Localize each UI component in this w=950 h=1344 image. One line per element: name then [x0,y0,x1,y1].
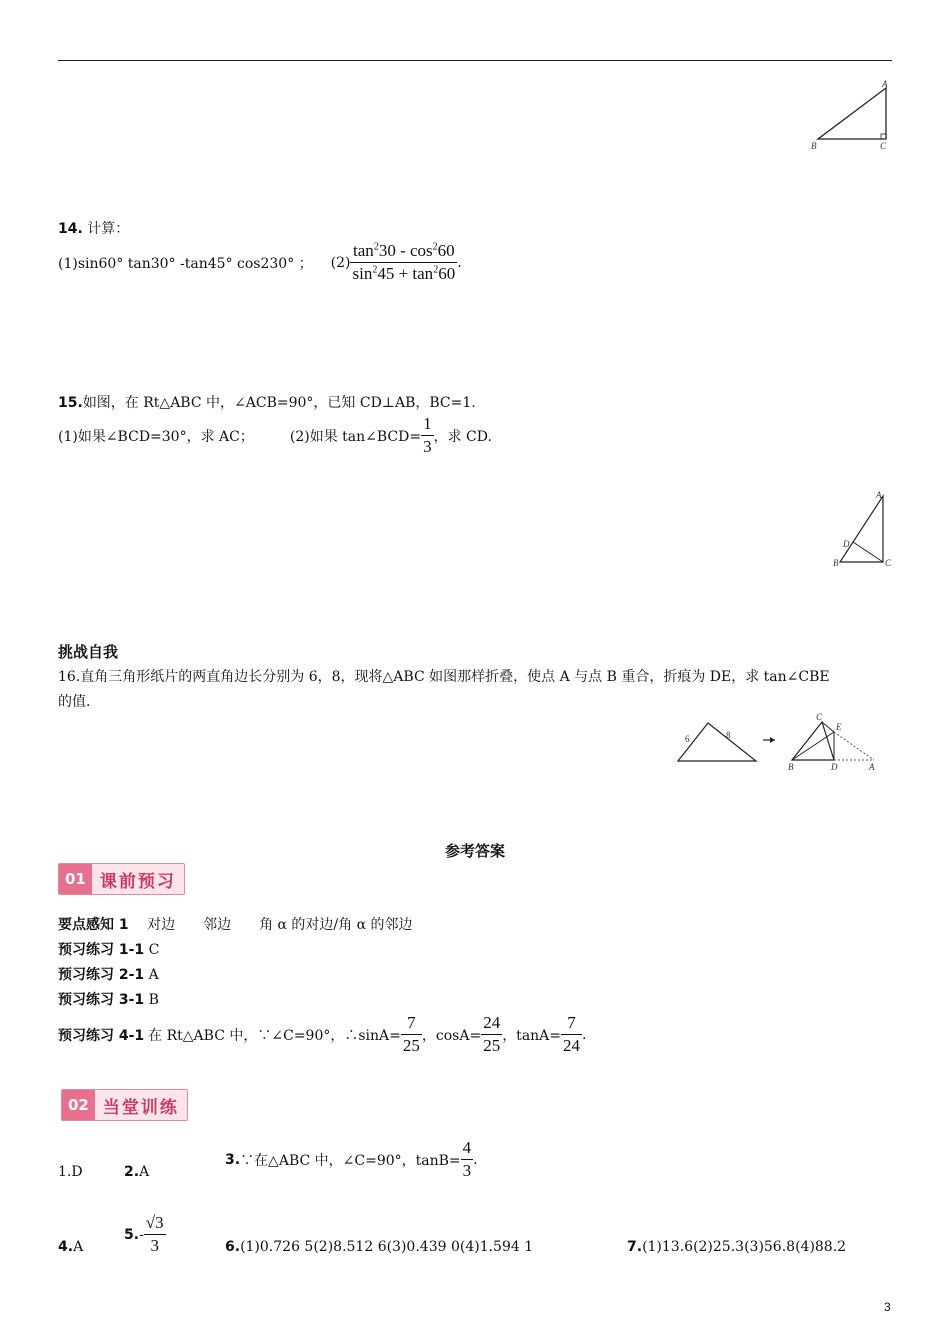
practice-2-label: 预习练习 2-1 [58,967,145,983]
badge-text-2: 当堂训练 [102,1097,179,1118]
label-c-2: C [885,558,892,568]
q14-parts [58,241,462,284]
answer-2: 2.A [124,1164,150,1180]
practice-1-answer: C [148,942,160,958]
sqrt3-fraction: $\frac{√3}{3}$ [145,1213,164,1255]
q15-text: 如图，在 Rt△ABC 中，∠ACB=90°，已知 CD⊥AB，BC=1. [82,395,476,411]
challenge-heading: 挑战自我 [58,643,119,661]
q15-number: 15. [58,395,83,411]
folded-triangle [792,722,834,760]
practice-2-answer: A [148,967,159,983]
q14-denominator: $\sin^245 + \tan^260$ [352,264,456,283]
segment-cd [853,542,883,562]
practice-4-line [58,1013,586,1056]
label-b: B [811,141,817,151]
answer-6: 6.(1)0.726 5(2)8.512 6(3)0.439 0(4)1.594 1 [225,1239,534,1255]
q15-heading [58,392,476,412]
key-points-line [58,914,413,934]
q15-fraction [421,414,434,457]
q16-line2: 的值. [58,694,91,710]
segment-be [792,732,834,760]
answer-3: 3. ∵在△ABC 中，∠C=90°，tanB= $\frac{4}{3}$ . [225,1138,478,1180]
q14-fraction [350,241,457,284]
q16-line1: 16.直角三角形纸片的两直角边长分别为 6，8，现将△ABC 如图那样折叠，使点 A 与点 B 重合，折痕为 DE，求 tan∠CBE [58,669,830,685]
tan-fraction: $\frac{7}{24}$ [563,1013,581,1055]
cos-fraction: $\frac{24}{25}$ [483,1013,501,1055]
answer-1: 1.D [58,1164,83,1180]
answers-title: 参考答案 [444,842,505,860]
badge-number-2: 02 [62,1090,95,1120]
label-a-2: A [876,490,882,500]
key-points-label: 要点感知 1 [58,917,129,933]
q15-numerator: 1 [421,414,434,436]
q14-part2-suffix: . [457,254,462,271]
practice-2-line [58,964,159,984]
practice-4-end: . [582,1026,587,1043]
practice-3-answer: B [148,992,159,1008]
practice-4-text: 在 Rt△ABC 中，∵∠C=90°，∴sinA= [148,1027,401,1044]
original-triangle [678,723,756,761]
label-a: A [882,79,888,89]
q14-part2-prefix: (2) [330,254,351,271]
practice-1-line [58,939,159,959]
answer-4: 4.A [58,1239,84,1255]
q15-part1: (1)如果∠BCD=30°，求 AC； [58,428,254,445]
practice-3-line [58,989,159,1009]
label-b-3: B [788,762,794,772]
triangle-abc-2 [840,496,883,562]
label-c-3: C [816,712,823,722]
triangle-abc [818,88,886,139]
label-d-3: D [831,762,838,772]
practice-1-label: 预习练习 1-1 [58,942,145,958]
label-a-3: A [869,762,875,772]
page-number: 3 [884,1300,891,1314]
practice-4-label: 预习练习 4-1 [58,1027,145,1044]
label-c: C [880,141,887,151]
badge-number: 01 [59,864,92,894]
badge-text: 课前预习 [99,871,176,892]
q15-part2-prefix: (2)如果 tan∠BCD= [289,428,422,445]
arrow-head-icon [770,737,775,743]
answer-5: 5. - $\frac{√3}{3}$ [124,1213,164,1255]
cos-label: ，cosA= [421,1027,482,1044]
dashed-ea [834,732,874,760]
side-8-label: 8 [726,730,731,740]
right-angle-mark [881,134,886,139]
header-rule [58,60,892,61]
triangle-figure-2 [828,490,898,570]
key-points-text: 对边 邻边 角 α 的对边/角 α 的邻边 [147,917,413,933]
folding-figure [670,708,890,778]
q14-title: 计算： [87,221,130,237]
side-6-label: 6 [685,734,690,744]
practice-3-label: 预习练习 3-1 [58,992,145,1008]
section-badge-training [61,1089,188,1121]
label-b-2: B [833,558,839,568]
section-badge-preview [58,863,185,895]
sin-fraction: $\frac{7}{25}$ [402,1013,420,1055]
q15-part2-suffix: ，求 CD. [433,428,492,445]
label-e-3: E [836,722,842,732]
label-d-2: D [843,539,850,549]
q14-part1: (1)sin60° tan30° -tan45° cos230° ； [58,255,313,272]
q14-heading [58,218,129,238]
triangle-figure-1 [808,78,898,154]
tan-label: ，tanA= [502,1027,562,1044]
tanb-fraction: $\frac{4}{3}$ [462,1138,472,1180]
answer-7: 7.(1)13.6(2)25.3(3)56.8(4)88.2 [627,1239,847,1255]
q15-parts [58,414,492,457]
q14-number: 14. [58,221,83,237]
q14-numerator: $\tan^230 - \cos^260$ [350,241,457,263]
q15-denominator: 3 [423,437,432,456]
